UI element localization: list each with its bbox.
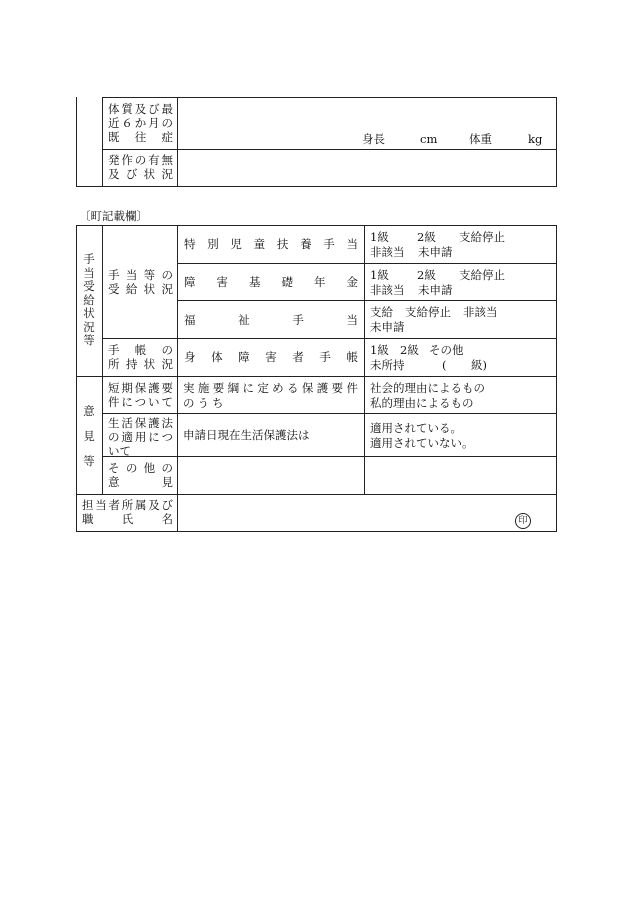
opinion-right-1b: 私的理由によるもの: [370, 396, 474, 410]
opinion-right-2b: 適用されていない。: [370, 436, 474, 450]
opinion-label-1: 短期保護要 件について: [108, 381, 173, 409]
opt-suspended: 支給停止: [459, 268, 505, 282]
staff-label: 担当者所属及び 職 氏 名: [82, 498, 173, 526]
allowance-sub-label: 手当等の 受給状況: [108, 268, 173, 296]
section-title: 〔町記載欄〕: [79, 209, 148, 223]
opinion-middle-1a: 実施要綱に定める保護要件: [183, 381, 358, 395]
grade-close: 級): [471, 358, 487, 372]
opt-2kyu: 2級: [400, 343, 419, 357]
opt-suspended: 支給停止: [405, 305, 451, 319]
opinion-label-3: その他の 意 見: [108, 461, 173, 489]
paren-open: (: [442, 358, 447, 372]
opinion-middle-2: 申請日現在生活保護法は: [183, 428, 310, 442]
opt-not-applied: 未申請: [418, 245, 453, 259]
opt-not-held: 未所持: [370, 358, 405, 372]
opt-not-applicable: 非該当: [463, 305, 498, 319]
medical-history-label: 体質及び最 近６か月の 既 往 症: [108, 102, 173, 144]
opinion-right-1a: 社会的理由によるもの: [370, 381, 485, 395]
seal-icon: 印: [515, 513, 531, 529]
opt-not-applicable: 非該当: [370, 245, 405, 259]
opt-other: その他: [429, 343, 464, 357]
opinion-right-2a: 適用されている。: [370, 421, 462, 435]
opt-not-applied: 未申請: [418, 283, 453, 297]
allowance-name-2: 障害基礎年金: [184, 275, 358, 289]
opinion-group-label: 意見等: [83, 404, 95, 468]
opt-1kyu: 1級: [370, 230, 389, 244]
opt-1kyu: 1級: [370, 343, 389, 357]
opt-1kyu: 1級: [370, 268, 389, 282]
handbook-label: 手帳の 所持状況: [108, 343, 173, 371]
opt-suspended: 支給停止: [459, 230, 505, 244]
seizure-label: 発作の有無 及び状況: [108, 153, 173, 181]
opinion-label-2: 生活保護法 の適用につ いて: [108, 416, 173, 458]
handbook-name: 身体障害者手帳: [184, 350, 358, 364]
weight-unit: kg: [528, 132, 543, 146]
opt-not-applied: 未申請: [370, 320, 405, 334]
allowance-group-label: 手当受給状況等: [83, 252, 95, 347]
height-label: 身長: [362, 132, 385, 146]
opt-not-applicable: 非該当: [370, 283, 405, 297]
opt-2kyu: 2級: [417, 230, 436, 244]
opinion-middle-1b: のうち: [183, 396, 227, 410]
allowance-name-3: 福祉手当: [184, 313, 358, 327]
opt-paid: 支給: [370, 305, 393, 319]
opt-2kyu: 2級: [417, 268, 436, 282]
weight-label: 体重: [469, 132, 492, 146]
allowance-name-1: 特別児童扶養手当: [184, 237, 358, 251]
height-unit: cm: [420, 132, 438, 146]
